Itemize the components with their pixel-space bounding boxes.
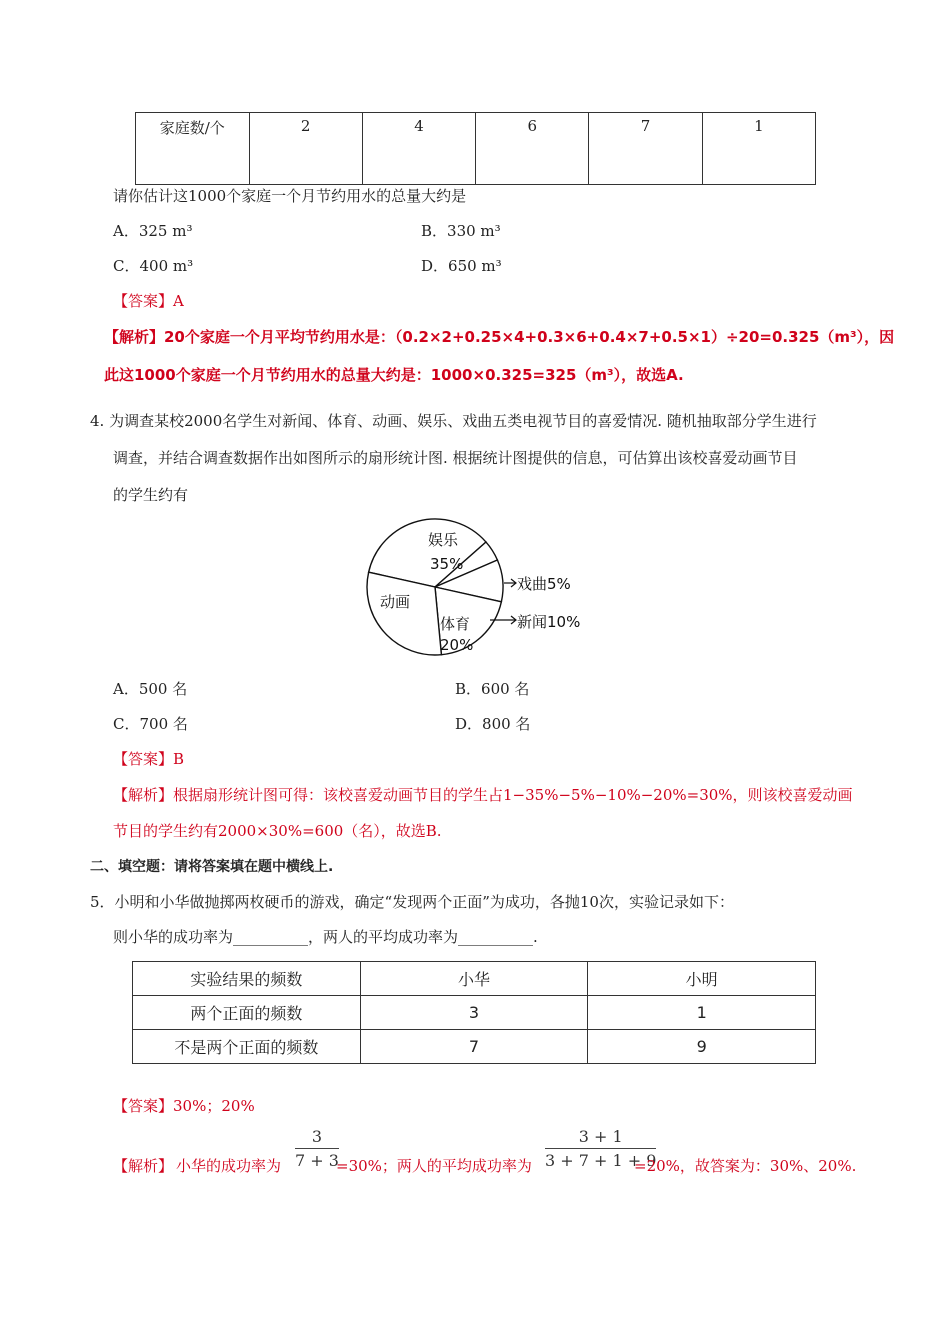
fraction-1-denominator: 7 + 3 — [295, 1151, 339, 1170]
analysis-label: 【解析】 — [113, 786, 174, 804]
pie-label-opera: 戏曲5% — [517, 575, 571, 593]
pie-label-entertainment: 娱乐 — [428, 531, 459, 549]
q5-stem-line1: 5．小明和小华做抛掷两枚硬币的游戏，确定“发现两个正面”为成功，各抛10次，实验记录如下： — [90, 893, 734, 911]
pie-value-sports: 20% — [440, 636, 474, 654]
q3-answer — [113, 290, 184, 311]
q4-stem-line3: 的学生约有 — [113, 486, 189, 504]
table-cell: 3 — [360, 996, 588, 1030]
table-cell: 1 — [588, 996, 816, 1030]
q3-stem: 请你估计这1000个家庭一个月节约用水的总量大约是 — [113, 187, 467, 205]
q4-option-d: D．800 名 — [455, 715, 531, 733]
q5-stem-line2: 则小华的成功率为__________，两人的平均成功率为__________. — [113, 928, 538, 946]
q4-option-a: A．500 名 — [113, 680, 188, 698]
answer-label: 【答案】 — [113, 750, 174, 768]
pie-label-animation: 动画 — [380, 593, 411, 611]
q5-analysis-part1: 小华的成功率为 — [176, 1157, 282, 1175]
q4-answer — [113, 748, 184, 769]
section-heading: 二、填空题：请将答案填在题中横线上. — [90, 859, 334, 875]
table-row — [133, 996, 816, 1030]
q3-option-c: C．400 m³ — [113, 257, 194, 275]
q4-stem-line1: 4. 为调查某校2000名学生对新闻、体育、动画、娱乐、戏曲五类电视节目的喜爱情况. 随机抽取部分学生进行 — [90, 412, 817, 430]
table-header-cell: 小华 — [360, 962, 588, 996]
q3-option-a: A．325 m³ — [113, 222, 193, 240]
q4-option-c: C．700 名 — [113, 715, 188, 733]
household-table — [135, 112, 816, 185]
answer-value: 30%；20% — [173, 1097, 255, 1115]
table-cell: 4 — [362, 113, 475, 185]
q3-analysis-line2: 此这1000个家庭一个月节约用水的总量大约是：1000×0.325=325（m³），故选A. — [104, 366, 684, 384]
q4-analysis-line2: 节目的学生约有2000×30%=600（名），故选B. — [113, 822, 442, 840]
table-cell: 7 — [589, 113, 702, 185]
table-header-cell: 实验结果的频数 — [133, 962, 361, 996]
q5-analysis-label: 【解析】 — [113, 1157, 174, 1175]
q5-analysis-part3: =20%，故答案为：30%、20%. — [634, 1157, 857, 1175]
fraction-1-numerator: 3 — [295, 1127, 339, 1149]
pie-label-news: 新闻10% — [517, 613, 581, 631]
table-cell: 9 — [588, 1030, 816, 1064]
q5-answer — [113, 1095, 255, 1116]
pie-chart — [360, 505, 600, 670]
q4-stem-line2: 调查，并结合调查数据作出如图所示的扇形统计图. 根据统计图提供的信息，可估算出该校喜爱动画节目 — [113, 449, 798, 467]
q3-analysis-line1: 【解析】20个家庭一个月平均节约用水是：（0.2×2+0.25×4+0.3×6+0.4×7+0.5×1）÷20=0.325（m³），因 — [104, 328, 895, 346]
fraction-2-numerator: 3 + 1 — [545, 1127, 656, 1149]
table-header-cell: 小明 — [588, 962, 816, 996]
answer-label: 【答案】 — [113, 1097, 174, 1115]
answer-value: B — [173, 750, 185, 768]
table-cell: 6 — [476, 113, 589, 185]
q4-option-b: B．600 名 — [455, 680, 530, 698]
table-row — [133, 1030, 816, 1064]
answer-label: 【答案】 — [113, 292, 174, 310]
table-cell: 不是两个正面的频数 — [133, 1030, 361, 1064]
fraction-1 — [295, 1127, 339, 1170]
q4-analysis-line1 — [113, 784, 853, 805]
table-cell: 1 — [702, 113, 815, 185]
table-cell: 两个正面的频数 — [133, 996, 361, 1030]
analysis-text: 根据扇形统计图可得：该校喜爱动画节目的学生占1−35%−5%−10%−20%=30%，则该校喜爱动画 — [173, 786, 853, 804]
table-header-cell: 家庭数/个 — [136, 113, 250, 185]
q5-analysis-part2: =30%；两人的平均成功率为 — [336, 1157, 532, 1175]
answer-value: A — [173, 292, 184, 310]
coin-experiment-table — [132, 961, 816, 1064]
pie-label-sports: 体育 — [440, 615, 471, 633]
q3-option-b: B．330 m³ — [421, 222, 501, 240]
table-cell: 7 — [360, 1030, 588, 1064]
pie-value-entertainment: 35% — [430, 555, 464, 573]
fraction-2-denominator: 3 + 7 + 1 + 9 — [545, 1151, 657, 1170]
table-cell: 2 — [249, 113, 362, 185]
q3-option-d: D．650 m³ — [421, 257, 502, 275]
